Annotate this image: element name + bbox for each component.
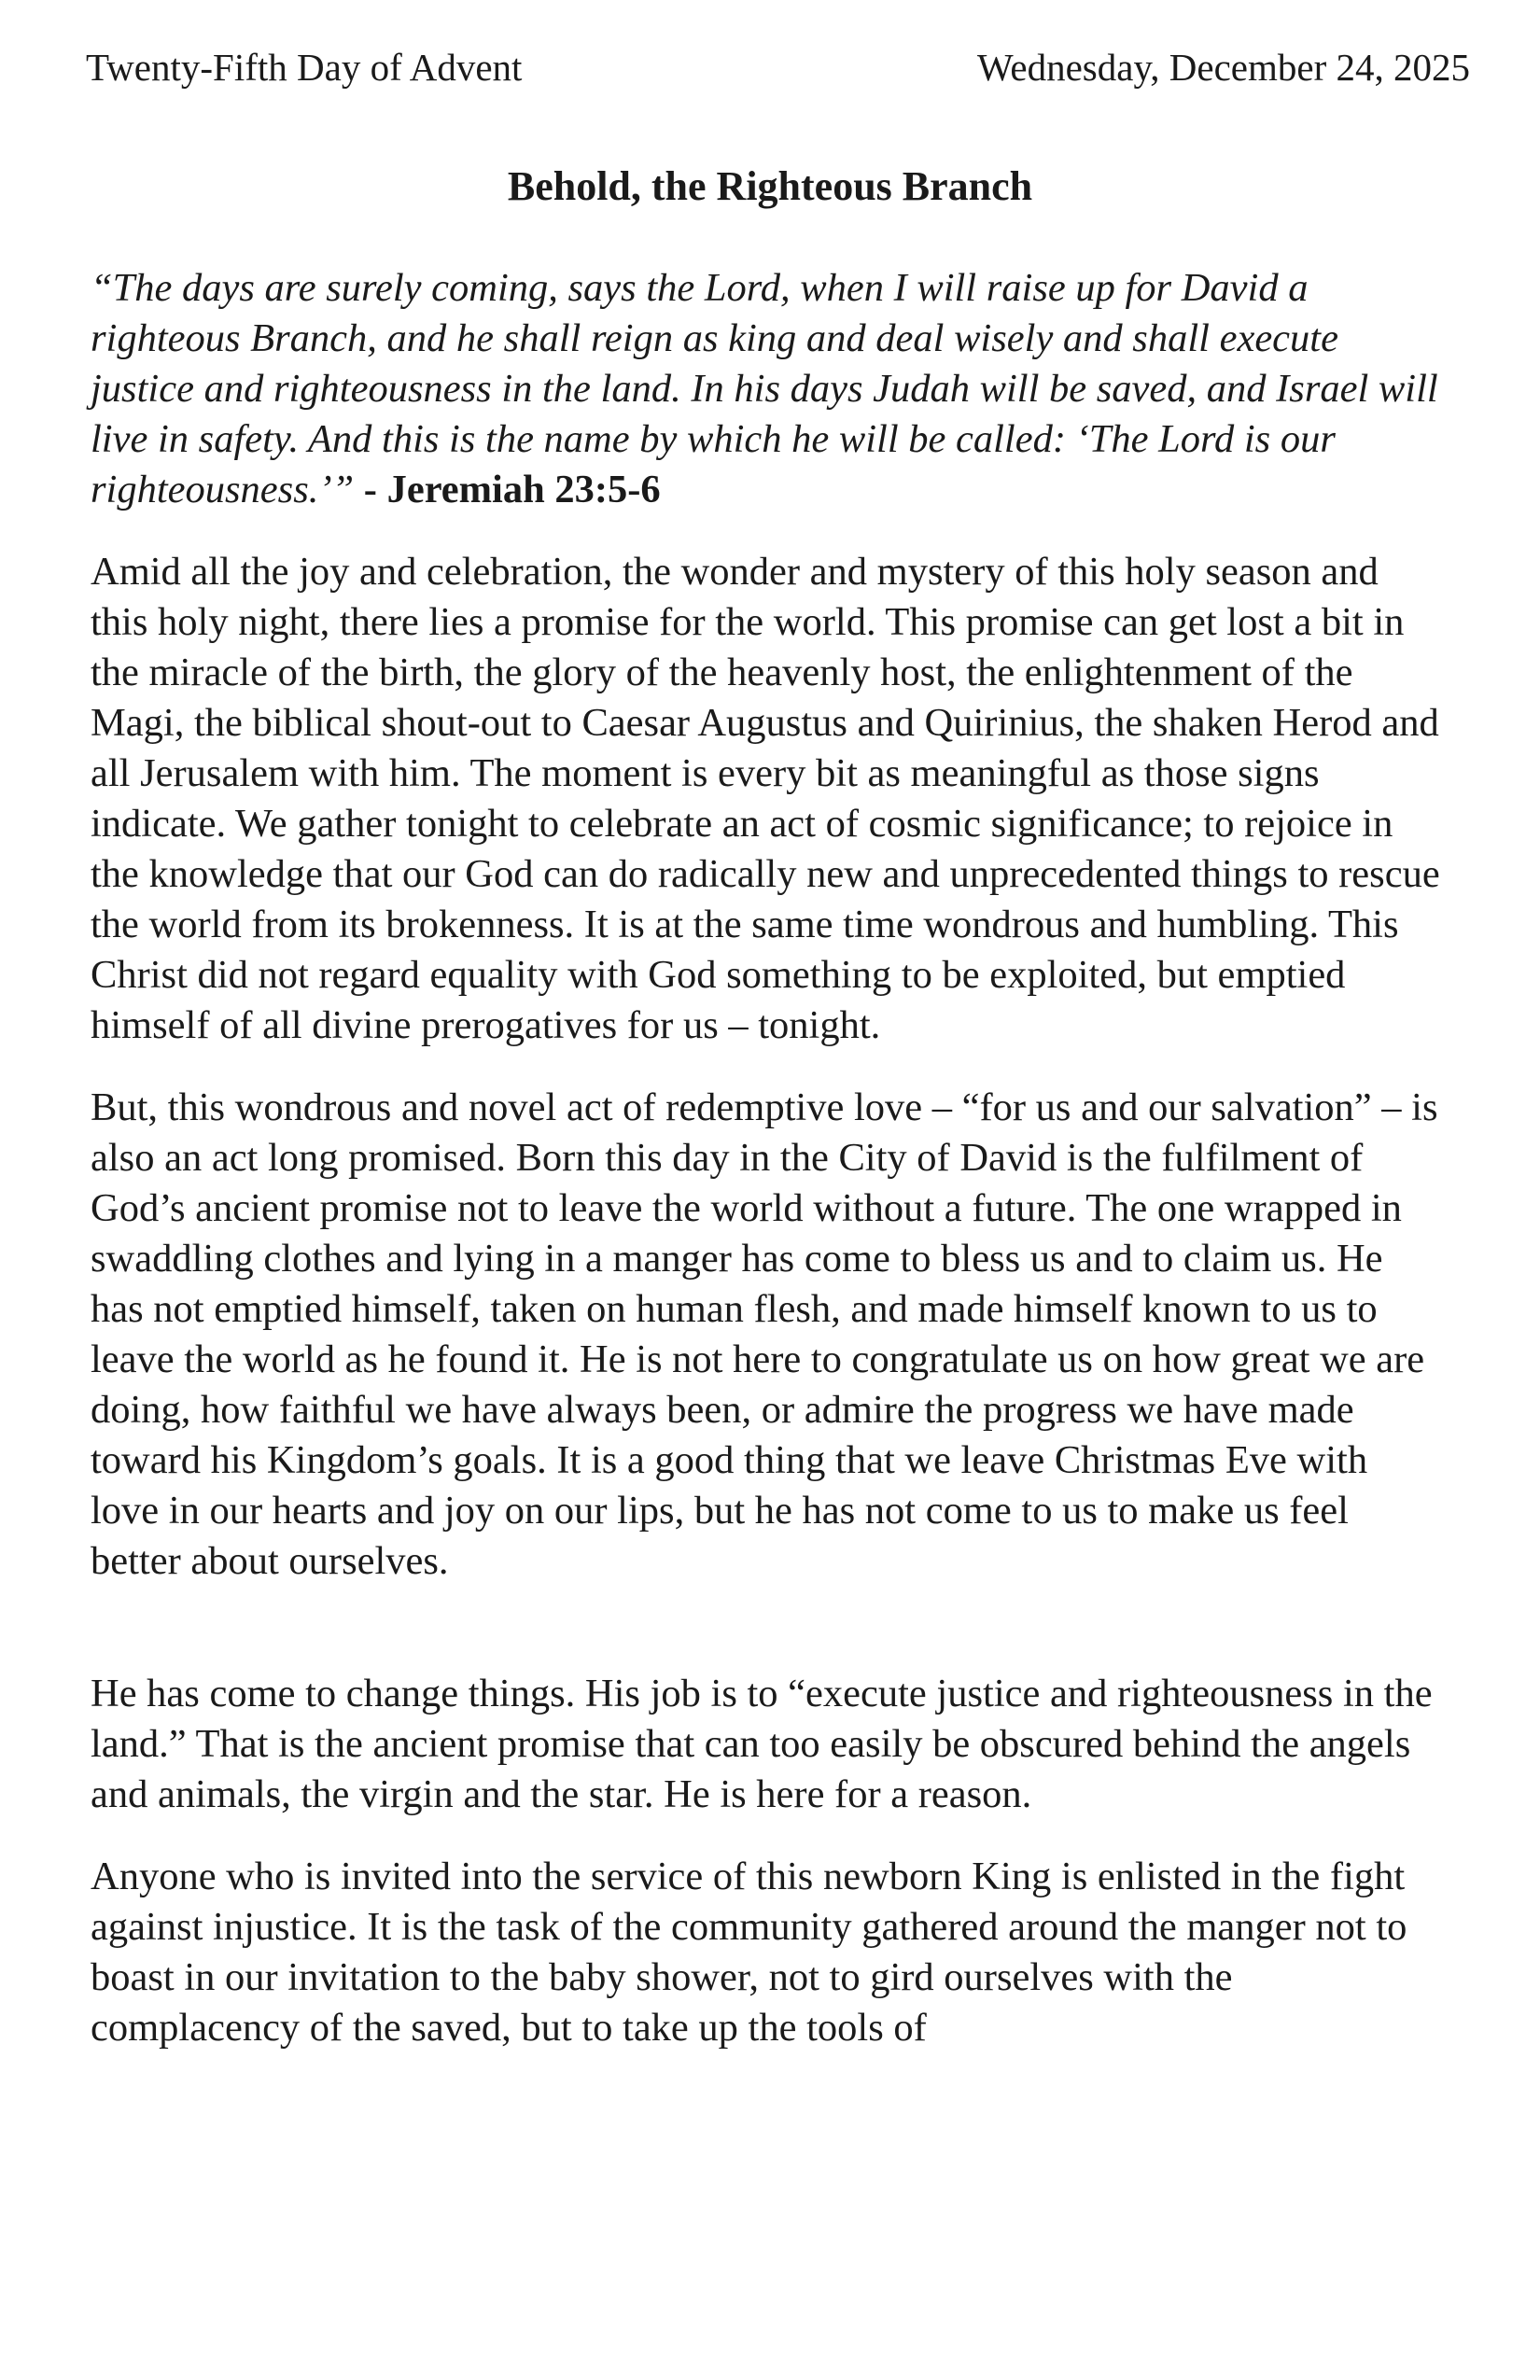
paragraph: Anyone who is invited into the service of this newborn King is enlisted in the fight against injustice. It is the task of the community gathered around the manger not to boast in our invitation to the baby shower, not to gird ourselves with the complacency of the saved, but to take up the tools of	[91, 1855, 1407, 2050]
paragraph: But, this wondrous and novel act of redemptive love – “for us and our salvation” – is also an act long promised. Born this day in the City of David is the fulfilment of God’s ancient promise not to leave the world without a future. The one wrapped in swaddling clothes and lying in a manger has come to bless us and to claim us. He has not emptied himself, taken on human flesh, and made himself known to us to leave the world as he found it. He is not here to congratulate us on how great we are doing, how faithful we have always been, or admire the progress we have made toward his Kingdom’s goals. It is a good thing that we leave Christmas Eve with love in our hearts and joy on our lips, but he has not come to us to make us feel better about ourselves.	[91, 1085, 1438, 1583]
document-body	[91, 263, 1444, 2085]
paragraph: Amid all the joy and celebration, the wonder and mystery of this holy season and this holy night, there lies a promise for the world. This promise can get lost a bit in the miracle of the birth, the glory of the heavenly host, the enlightenment of the Magi, the biblical shout-out to Caesar Augustus and Quirinius, the shaken Herod and all Jerusalem with him. The moment is every bit as meaningful as those signs indicate. We gather tonight to celebrate an act of cosmic significance; to rejoice in the knowledge that our God can do radically new and unprecedented things to rescue the world from its brokenness. It is at the same time wondrous and humbling. This Christ did not regard equality with God something to be exploited, but emptied himself of all divine prerogatives for us – tonight.	[91, 550, 1440, 1047]
scripture-reference: - Jeremiah 23:5-6	[363, 468, 661, 511]
scripture-text: “The days are surely coming, says the Lord, when I will raise up for David a righteous Branch, and he shall reign as king and deal wisely and shall execute justice and righteousness in the land. In his days Judah will be saved, and Israel will live in safety. And this is the name by which he will be called: ‘The Lord is our righteousness.’”	[91, 266, 1438, 511]
page-header	[86, 39, 1470, 95]
scripture-passage	[91, 263, 1444, 515]
page-title: Behold, the Righteous Branch	[507, 163, 1033, 209]
header-advent-day: Twenty-Fifth Day of Advent	[86, 46, 523, 89]
header-date: Wednesday, December 24, 2025	[977, 46, 1470, 89]
paragraph: He has come to change things. His job is to “execute justice and righteousness in the land.” That is the ancient promise that can too easily be obscured behind the angels and animals, the virgin and the star. He is here for a reason.	[91, 1672, 1433, 1816]
